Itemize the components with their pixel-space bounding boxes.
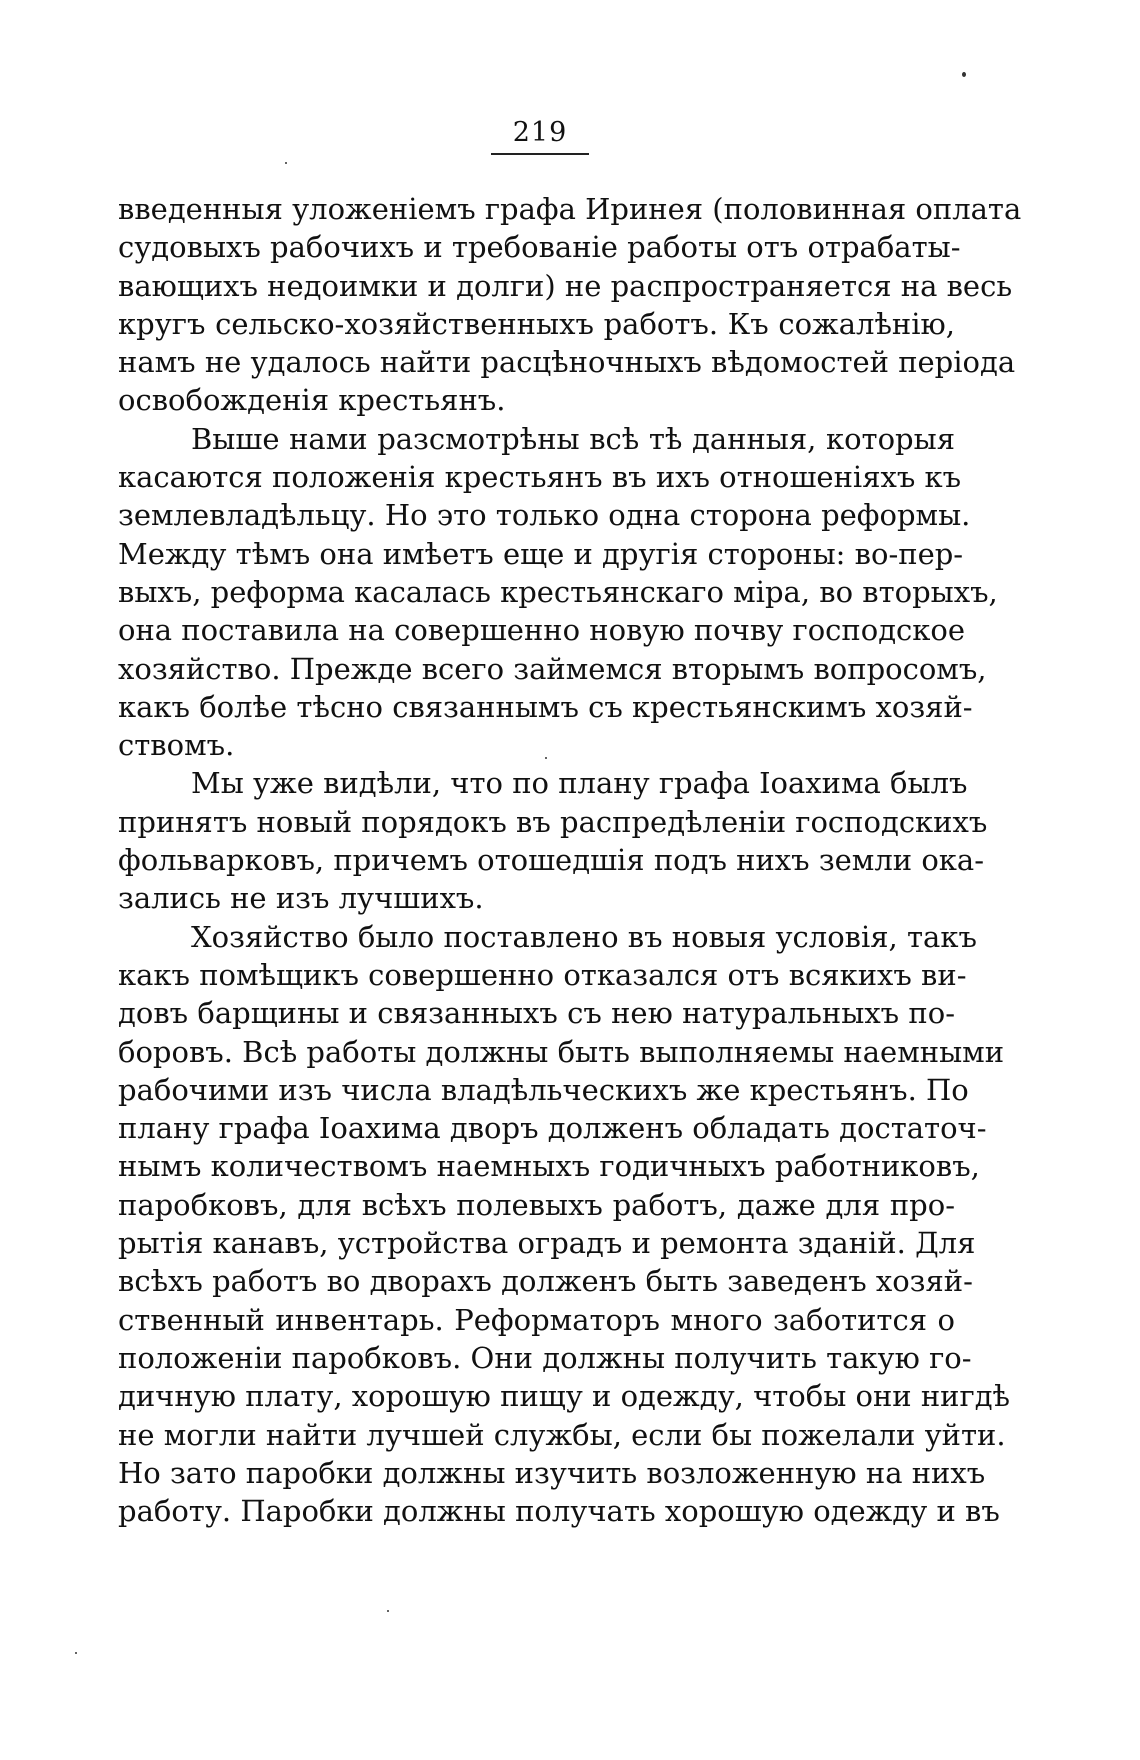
text-line: кругъ сельско-хозяйственныхъ работъ. Къ сожалѣнію,: [118, 306, 955, 341]
text-line: принятъ новый порядокъ въ распредѣленіи господскихъ: [118, 804, 988, 839]
paragraph-2: [118, 420, 998, 765]
text-line: рабочими изъ числа владѣльческихъ же крестьянъ. По: [118, 1072, 969, 1107]
text-body: [118, 190, 1022, 1530]
text-line: землевладѣльцу. Но это только одна сторона реформы.: [118, 498, 971, 533]
scan-speck: [75, 1652, 77, 1654]
text-line: фольварковъ, причемъ отошедшія подъ нихъ земли ока-: [118, 843, 984, 878]
text-line: ствомъ.: [118, 728, 235, 763]
paragraph-4: [118, 918, 1011, 1531]
text-line: плану графа Іоахима дворъ долженъ обладать достаточ-: [118, 1111, 987, 1146]
text-line: боровъ. Всѣ работы должны быть выполняемы наемными: [118, 1034, 1005, 1069]
text-line: дичную плату, хорошую пищу и одежду, чтобы они нигдѣ: [118, 1379, 1011, 1414]
scan-speck: [285, 162, 287, 164]
text-line: хозяйство. Прежде всего займемся вторымъ вопросомъ,: [118, 651, 987, 686]
text-line: какъ болѣе тѣсно связаннымъ съ крестьянскимъ хозяй-: [118, 689, 973, 724]
text-line: намъ не удалось найти расцѣночныхъ вѣдомостей періода: [118, 345, 1016, 380]
text-line: выхъ, реформа касалась крестьянскаго міра, во вторыхъ,: [118, 574, 998, 609]
text-line: работу. Паробки должны получать хорошую одежду и въ: [118, 1494, 1000, 1529]
text-line: вающихъ недоимки и долги) не распространяется на весь: [118, 268, 1013, 303]
text-line: положеніи паробковъ. Они должны получить такую го-: [118, 1340, 972, 1375]
text-line: рытія канавъ, устройства оградъ и ремонта зданій. Для: [118, 1226, 976, 1261]
text-line: освобожденія крестьянъ.: [118, 383, 506, 418]
scan-speck: [962, 72, 966, 77]
text-line: Хозяйство было поставлено въ новыя условія, такъ: [191, 919, 977, 954]
text-line: Мы уже видѣли, что по плану графа Іоахима былъ: [191, 766, 968, 801]
paragraph-1: [118, 190, 1022, 420]
text-line: нымъ количествомъ наемныхъ годичныхъ работниковъ,: [118, 1149, 980, 1184]
scan-speck: [545, 757, 547, 759]
text-line: введенныя уложеніемъ графа Иринея (половинная оплата: [118, 192, 1022, 226]
text-line: ственный инвентарь. Реформаторъ много заботится о: [118, 1302, 955, 1337]
text-line: касаются положенія крестьянъ въ ихъ отношеніяхъ къ: [118, 460, 962, 495]
text-line: она поставила на совершенно новую почву господское: [118, 613, 966, 648]
page-number-rule: [491, 153, 589, 155]
text-line: всѣхъ работъ во дворахъ долженъ быть заведенъ хозяй-: [118, 1264, 973, 1299]
text-line: не могли найти лучшей службы, если бы пожелали уйти.: [118, 1417, 1006, 1452]
page-number: 219: [512, 117, 568, 148]
text-line: Но зато паробки должны изучить возложенную на нихъ: [118, 1455, 986, 1490]
text-line: судовыхъ рабочихъ и требованіе работы отъ отрабаты-: [118, 230, 961, 265]
scan-speck: [387, 1610, 389, 1612]
text-line: какъ помѣщикъ совершенно отказался отъ всякихъ ви-: [118, 957, 967, 992]
text-line: зались не изъ лучшихъ.: [118, 881, 484, 916]
text-line: паробковъ, для всѣхъ полевыхъ работъ, даже для про-: [118, 1187, 955, 1222]
paragraph-3: [118, 764, 988, 917]
text-line: Между тѣмъ она имѣетъ еще и другія стороны: во-пер-: [118, 536, 964, 571]
text-line: Выше нами разсмотрѣны всѣ тѣ данныя, которыя: [191, 421, 955, 456]
text-line: довъ барщины и связанныхъ съ нею натуральныхъ по-: [118, 996, 955, 1031]
